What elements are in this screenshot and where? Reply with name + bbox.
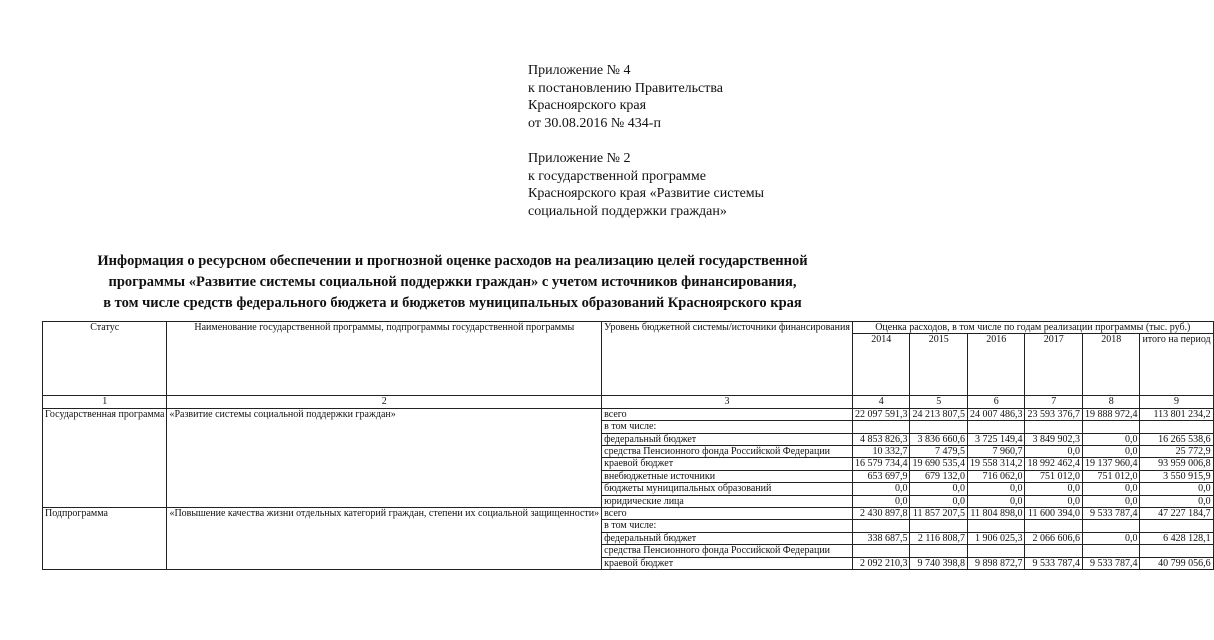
header-year: 2016 (967, 334, 1025, 396)
title-line: программы «Развитие системы социальной поддержки граждан» с учетом источников финансирования, (108, 274, 797, 290)
year-value: 0,0 (1082, 433, 1140, 445)
year-value: 18 992 462,4 (1025, 458, 1083, 470)
year-value: 0,0 (1082, 483, 1140, 495)
group-name: «Развитие системы социальной поддержки граждан» (167, 408, 602, 507)
year-value (1025, 520, 1083, 532)
year-value: 9 898 872,7 (967, 557, 1025, 569)
total-value (1140, 545, 1213, 557)
year-value: 0,0 (852, 495, 910, 507)
total-value: 0,0 (1140, 483, 1213, 495)
total-value: 6 428 128,1 (1140, 532, 1213, 544)
column-number-row (43, 396, 1214, 408)
title-line: в том числе средств федерального бюджета и бюджетов муниципальных образований Красноярского края (103, 295, 802, 311)
funding-source: внебюджетные источники (602, 470, 853, 482)
year-value: 0,0 (852, 483, 910, 495)
funding-source: всего (602, 508, 853, 520)
year-value: 3 849 902,3 (1025, 433, 1083, 445)
total-value: 0,0 (1140, 495, 1213, 507)
year-value: 7 479,5 (910, 446, 968, 458)
total-value: 25 772,9 (1140, 446, 1213, 458)
group-status: Подпрограмма (43, 508, 167, 570)
header-year: 2017 (1025, 334, 1083, 396)
funding-source: федеральный бюджет (602, 532, 853, 544)
total-value: 16 265 538,6 (1140, 433, 1213, 445)
header-level: Уровень бюджетной системы/источники финансирования (602, 322, 853, 396)
total-value: 113 801 234,2 (1140, 408, 1213, 420)
funding-source: краевой бюджет (602, 557, 853, 569)
year-value: 0,0 (910, 495, 968, 507)
col-number: 4 (852, 396, 910, 408)
group-status: Государственная программа (43, 408, 167, 507)
year-value: 24 007 486,3 (967, 408, 1025, 420)
year-value: 19 888 972,4 (1082, 408, 1140, 420)
funding-source: юридические лица (602, 495, 853, 507)
annex-line: к постановлению Правительства (528, 80, 724, 96)
total-value (1140, 421, 1213, 433)
funding-source: федеральный бюджет (602, 433, 853, 445)
year-value: 22 097 591,3 (852, 408, 910, 420)
year-value (910, 520, 968, 532)
year-value (1082, 520, 1140, 532)
year-value: 0,0 (1025, 483, 1083, 495)
year-value: 1 906 025,3 (967, 532, 1025, 544)
resource-table (42, 321, 1214, 570)
year-value: 0,0 (1025, 446, 1083, 458)
header-status: Статус (43, 322, 167, 396)
total-value: 47 227 184,7 (1140, 508, 1213, 520)
funding-source: в том числе: (602, 421, 853, 433)
year-value: 16 579 734,4 (852, 458, 910, 470)
year-value: 716 062,0 (967, 470, 1025, 482)
col-number: 1 (43, 396, 167, 408)
year-value: 0,0 (967, 483, 1025, 495)
year-value: 3 725 149,4 (967, 433, 1025, 445)
table-row (43, 508, 1214, 520)
year-value (1082, 421, 1140, 433)
col-number: 8 (1082, 396, 1140, 408)
year-value: 23 593 376,7 (1025, 408, 1083, 420)
col-number: 9 (1140, 396, 1213, 408)
funding-source: краевой бюджет (602, 458, 853, 470)
year-value (852, 421, 910, 433)
table-row (43, 408, 1214, 420)
col-number: 7 (1025, 396, 1083, 408)
total-value: 93 959 006,8 (1140, 458, 1213, 470)
year-value: 2 430 897,8 (852, 508, 910, 520)
year-value: 679 132,0 (910, 470, 968, 482)
year-value (967, 545, 1025, 557)
year-value (967, 421, 1025, 433)
year-value: 19 558 314,2 (967, 458, 1025, 470)
annex-govt-decree (528, 62, 723, 132)
year-value: 751 012,0 (1082, 470, 1140, 482)
funding-source: средства Пенсионного фонда Российской Федерации (602, 545, 853, 557)
header-total: итого на период (1140, 334, 1213, 396)
year-value: 24 213 807,5 (910, 408, 968, 420)
col-number: 3 (602, 396, 853, 408)
annex-line: социальной поддержки граждан» (528, 203, 727, 219)
group-name: «Повышение качества жизни отдельных категорий граждан, степени их социальной защищенности» (167, 508, 602, 570)
year-value: 19 690 535,4 (910, 458, 968, 470)
funding-source: в том числе: (602, 520, 853, 532)
year-value: 11 857 207,5 (910, 508, 968, 520)
year-value: 2 092 210,3 (852, 557, 910, 569)
year-value: 11 600 394,0 (1025, 508, 1083, 520)
funding-source: бюджеты муниципальных образований (602, 483, 853, 495)
year-value: 0,0 (1082, 446, 1140, 458)
year-value: 338 687,5 (852, 532, 910, 544)
annex-line: Красноярского края «Развитие системы (528, 186, 765, 201)
year-value (852, 545, 910, 557)
header-estimate: Оценка расходов, в том числе по годам реализации программы (тыс. руб.) (852, 322, 1213, 334)
col-number: 5 (910, 396, 968, 408)
year-value: 2 116 808,7 (910, 532, 968, 544)
col-number: 2 (167, 396, 602, 408)
year-value: 2 066 606,6 (1025, 532, 1083, 544)
year-value (910, 545, 968, 557)
year-value: 9 740 398,8 (910, 557, 968, 569)
annex-line: Красноярского края (528, 98, 647, 113)
year-value: 19 137 960,4 (1082, 458, 1140, 470)
year-value: 9 533 787,4 (1025, 557, 1083, 569)
year-value: 9 533 787,4 (1082, 557, 1140, 569)
year-value: 0,0 (1082, 495, 1140, 507)
year-value: 751 012,0 (1025, 470, 1083, 482)
funding-source: средства Пенсионного фонда Российской Федерации (602, 446, 853, 458)
year-value: 0,0 (967, 495, 1025, 507)
year-value: 9 533 787,4 (1082, 508, 1140, 520)
title-line: Информация о ресурсном обеспечении и прогнозной оценке расходов на реализацию целей государственной (97, 253, 808, 269)
year-value: 11 804 898,0 (967, 508, 1025, 520)
year-value: 653 697,9 (852, 470, 910, 482)
annex-line: Приложение № 4 (528, 63, 631, 78)
header-year: 2018 (1082, 334, 1140, 396)
annex-program (528, 150, 764, 220)
total-value (1140, 520, 1213, 532)
header-year: 2014 (852, 334, 910, 396)
year-value (1025, 421, 1083, 433)
year-value: 0,0 (910, 483, 968, 495)
document-title (40, 251, 865, 314)
header-year: 2015 (910, 334, 968, 396)
funding-source: всего (602, 408, 853, 420)
annex-line: к государственной программе (528, 168, 706, 184)
total-value: 40 799 056,6 (1140, 557, 1213, 569)
year-value: 3 836 660,6 (910, 433, 968, 445)
year-value (1025, 545, 1083, 557)
year-value: 0,0 (1082, 532, 1140, 544)
year-value (1082, 545, 1140, 557)
annex-line: Приложение № 2 (528, 151, 631, 166)
year-value (852, 520, 910, 532)
year-value: 10 332,7 (852, 446, 910, 458)
year-value: 4 853 826,3 (852, 433, 910, 445)
annex-line: от 30.08.2016 № 434-п (528, 115, 661, 131)
year-value (910, 421, 968, 433)
year-value: 7 960,7 (967, 446, 1025, 458)
col-number: 6 (967, 396, 1025, 408)
year-value: 0,0 (1025, 495, 1083, 507)
year-value (967, 520, 1025, 532)
total-value: 3 550 915,9 (1140, 470, 1213, 482)
header-name: Наименование государственной программы, подпрограммы государственной программы (167, 322, 602, 396)
